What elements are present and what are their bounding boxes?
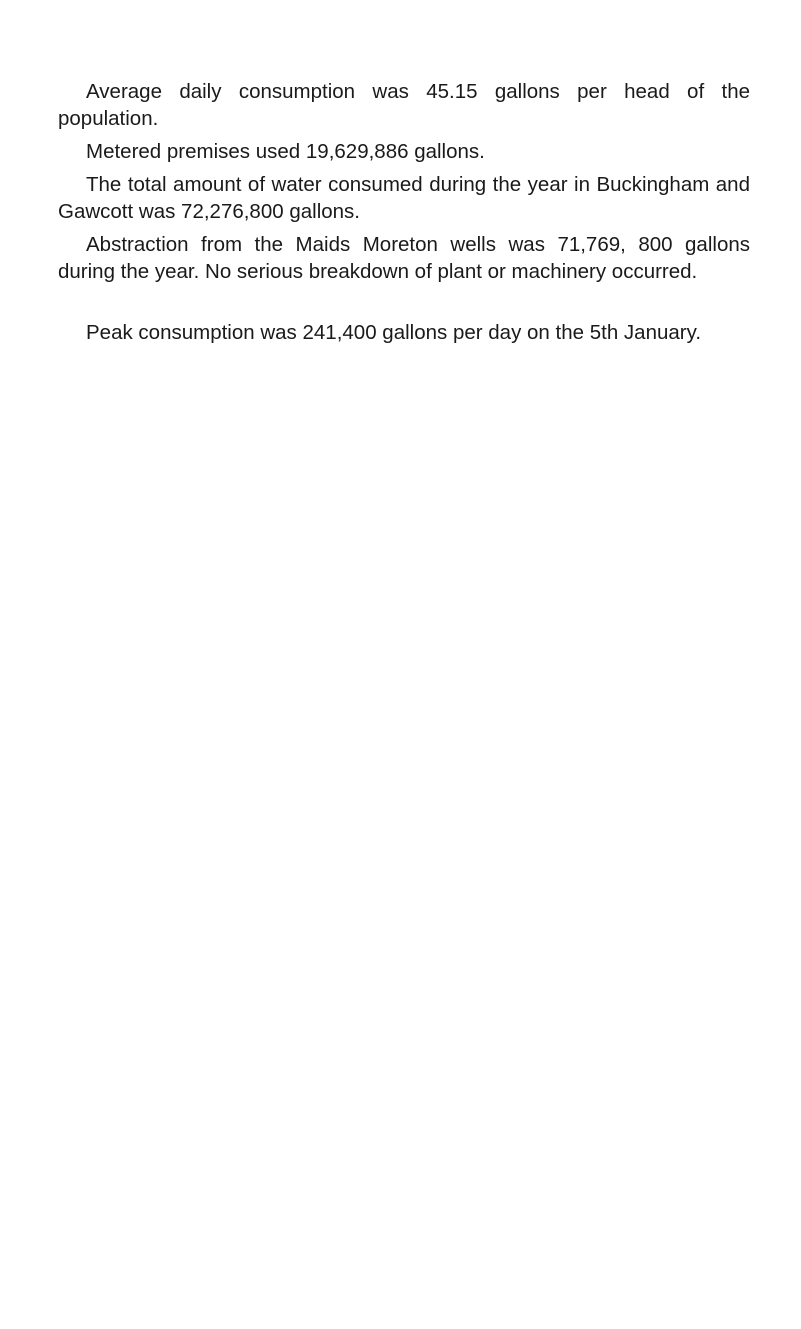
paragraph-peak-consumption: Peak consumption was 241,400 gallons per day on the 5th January. [86, 321, 702, 344]
paragraph-abstraction: Abstraction from the Maids Moreton wells was 71,769, 800 gallons during the year. No serious breakdown of plant or machinery occurred. [58, 233, 750, 283]
paragraph-average-consumption: Average daily consumption was 45.15 gallons per head of the population. [58, 80, 750, 130]
paragraph-total-consumed: The total amount of water consumed during the year in Buckingham and Gawcott was 72,276,800 gallons. [58, 173, 750, 223]
paragraph-metered-premises: Metered premises used 19,629,886 gallons. [86, 140, 485, 163]
